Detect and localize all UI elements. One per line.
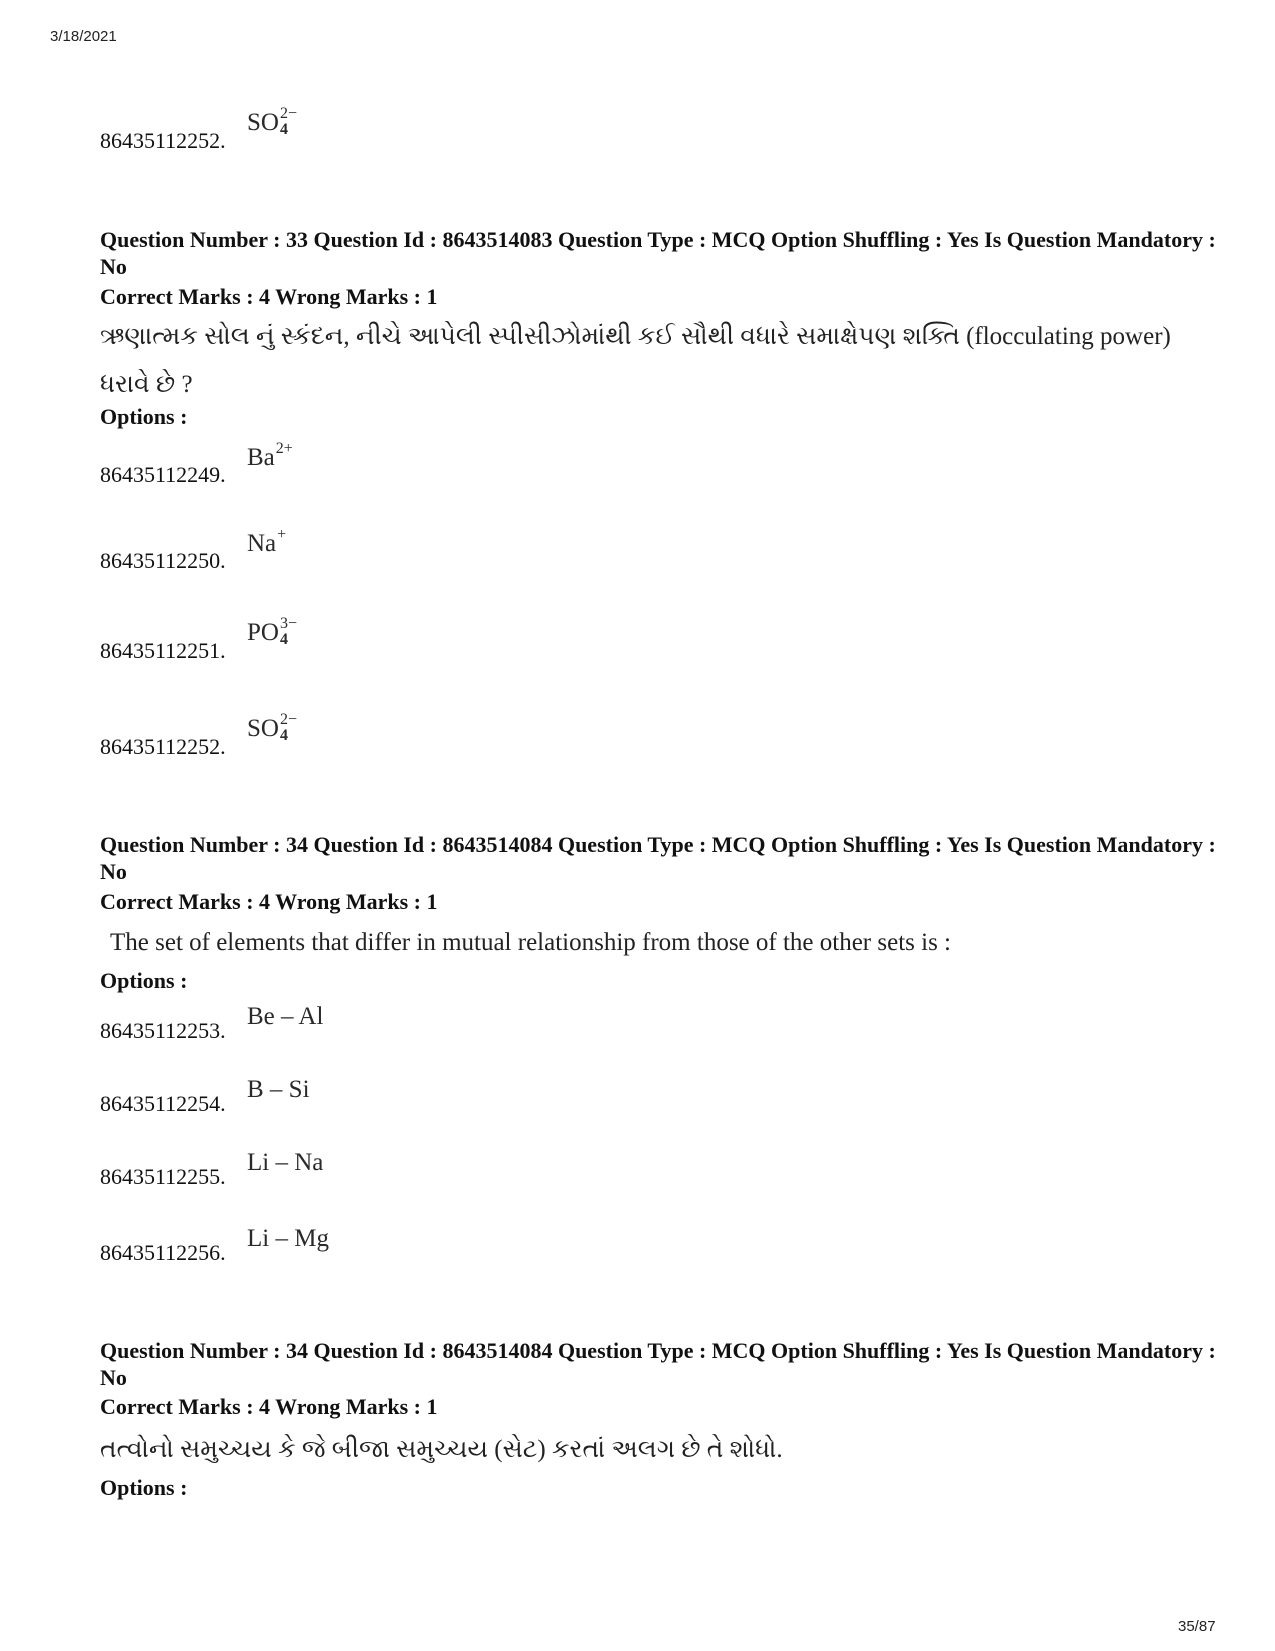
question-text: The set of elements that differ in mutual relationship from those of the other sets is : bbox=[110, 929, 952, 956]
print-date: 3/18/2021 bbox=[50, 28, 117, 45]
option-item bbox=[100, 615, 700, 663]
option-formula: Na+ bbox=[247, 526, 287, 557]
option-item bbox=[100, 1002, 700, 1042]
option-formula: $Ba^{2+}$ bbox=[247, 440, 293, 471]
option-id: 86435112252. bbox=[100, 128, 226, 153]
option-id: 86435112256. bbox=[100, 1240, 226, 1265]
option-formula: SO 2− 4 bbox=[247, 105, 297, 138]
option-id: 86435112255. bbox=[100, 1164, 226, 1189]
question-header: Question Number : 34 Question Id : 8643514084 Question Type : MCQ Option Shuffling : Yes Is Question Mandatory : No bbox=[100, 832, 1216, 884]
option-formula: SO 2− 4 bbox=[247, 711, 297, 744]
option-item bbox=[100, 711, 700, 759]
option-id: 86435112250. bbox=[100, 548, 226, 573]
option-item bbox=[100, 1148, 700, 1188]
options-label: Options : bbox=[100, 404, 188, 429]
question-marks: Correct Marks : 4 Wrong Marks : 1 bbox=[100, 889, 438, 914]
option-id: 86435112253. bbox=[100, 1018, 226, 1043]
option-item bbox=[100, 105, 700, 153]
question-marks: Correct Marks : 4 Wrong Marks : 1 bbox=[100, 1394, 438, 1419]
option-item bbox=[100, 1075, 700, 1115]
option-formula: PO 3− 4 bbox=[247, 615, 297, 648]
option-id: 86435112252. bbox=[100, 734, 226, 759]
option-item bbox=[100, 1224, 700, 1264]
question-header: Question Number : 34 Question Id : 8643514084 Question Type : MCQ Option Shuffling : Yes Is Question Mandatory : No bbox=[100, 1338, 1216, 1390]
option-value: Be – Al bbox=[247, 1003, 324, 1030]
option-item bbox=[100, 440, 700, 487]
question-text: ઋણાત્મક સોલ નું સ્કંદન, નીચે આપેલી સ્પીસીઝોમાંથી કઈ સૌથી વધારે સમાક્ષેપણ શક્તિ (flocculating power) ધરાવે છે ? bbox=[100, 323, 1171, 398]
option-id: 86435112251. bbox=[100, 638, 226, 663]
option-value: Li – Na bbox=[247, 1149, 324, 1176]
option-item bbox=[100, 526, 700, 573]
option-value: B – Si bbox=[247, 1076, 310, 1103]
page-number: 35/87 bbox=[1178, 1618, 1216, 1635]
question-marks: Correct Marks : 4 Wrong Marks : 1 bbox=[100, 284, 438, 309]
option-value: Li – Mg bbox=[247, 1225, 329, 1252]
option-id: 86435112254. bbox=[100, 1091, 226, 1116]
question-text: તત્વોનો સમુચ્ચય કે જે બીજા સમુચ્ચય (સેટ) કરતાં અલગ છે તે શોધો. bbox=[100, 1436, 783, 1463]
question-header: Question Number : 33 Question Id : 8643514083 Question Type : MCQ Option Shuffling : Yes Is Question Mandatory : No bbox=[100, 227, 1216, 279]
options-label: Options : bbox=[100, 1475, 188, 1500]
options-label: Options : bbox=[100, 968, 188, 993]
option-id: 86435112249. bbox=[100, 462, 226, 487]
